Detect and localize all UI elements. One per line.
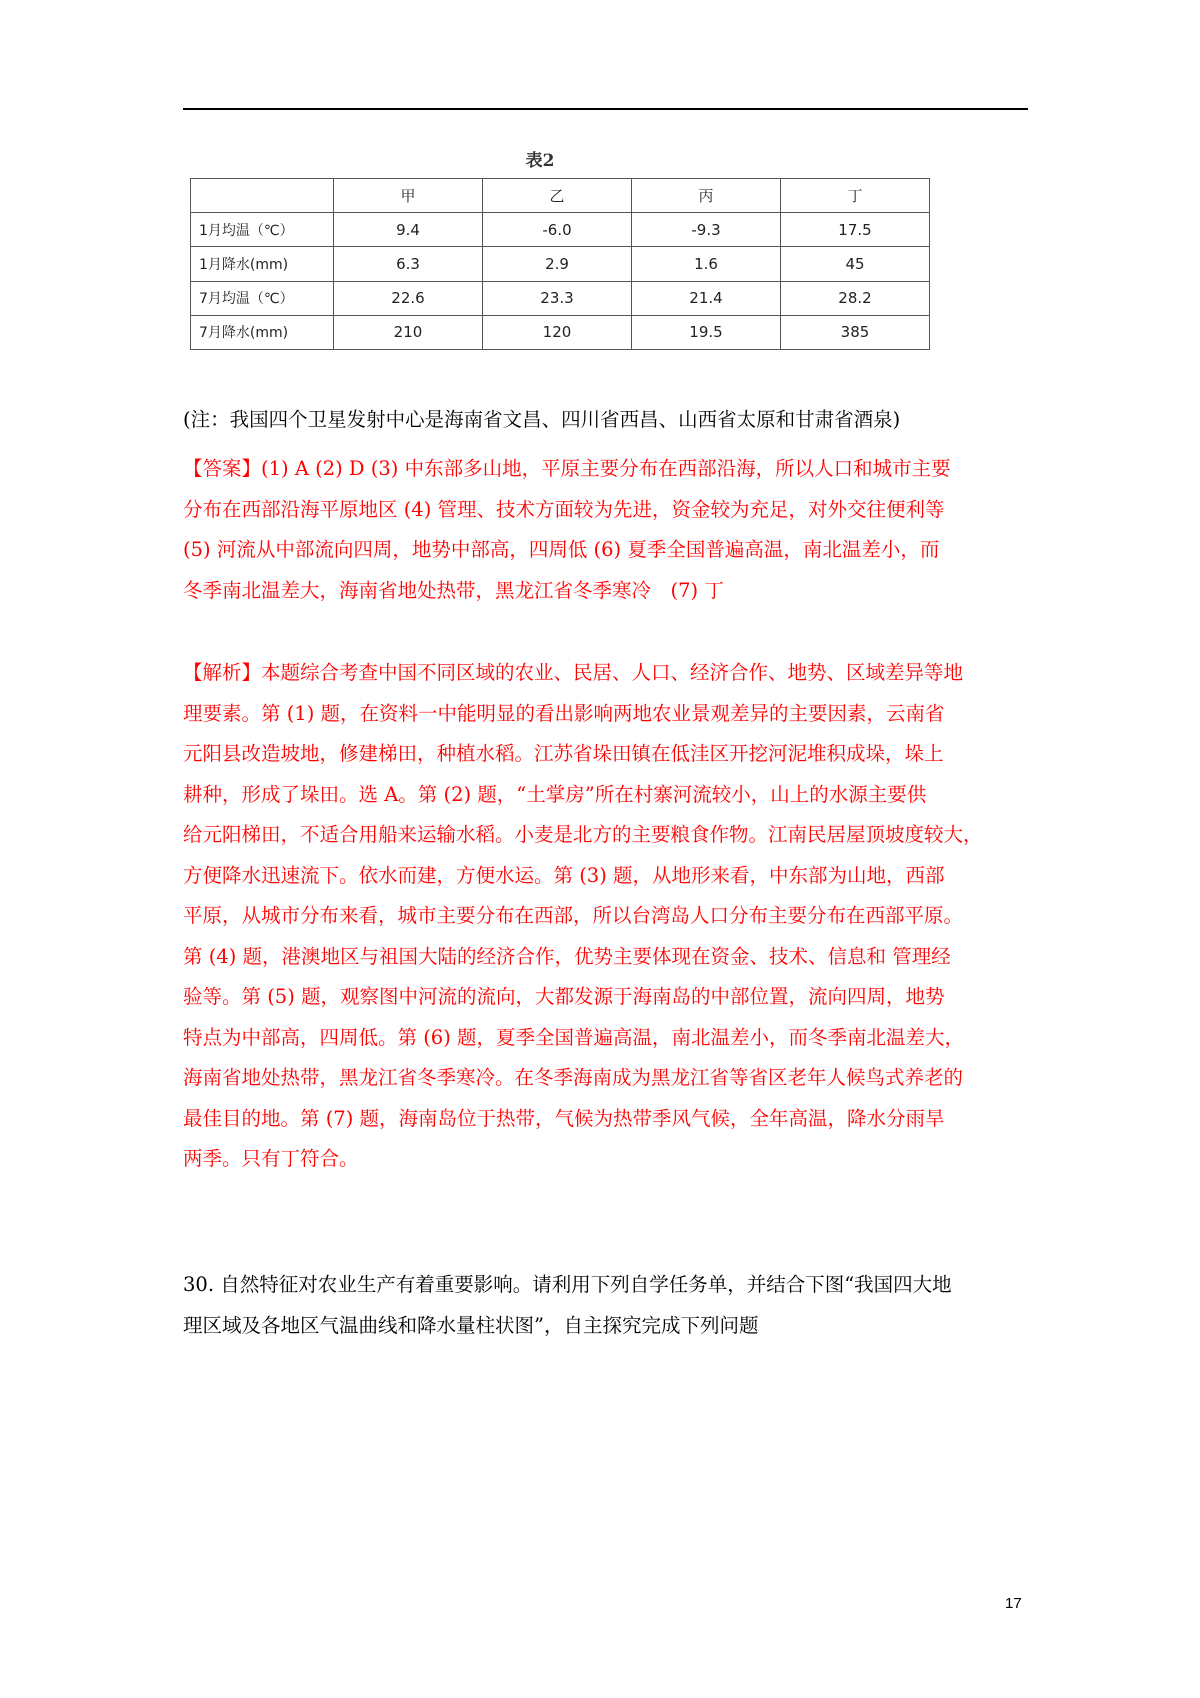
column-header: 甲 (334, 179, 483, 213)
table-note (183, 400, 1028, 441)
answer-line: (5) 河流从中部流向四周，地势中部高，四周低 (6) 夏季全国普遍高温，南北温差小，而 (183, 538, 940, 561)
table-cell: 1.6 (632, 247, 781, 281)
analysis-line: 最佳目的地。第 (7) 题，海南岛位于热带，气候为热带季风气候，全年高温，降水分雨旱 (183, 1106, 945, 1130)
table-cell: 19.5 (632, 315, 781, 349)
analysis-line: 方便降水迅速流下。依水而建，方便水运。第 (3) 题，从地形来看，中东部为山地，西部 (183, 863, 945, 887)
row-label: 1月均温（℃） (191, 213, 334, 247)
row-label: 7月降水(mm) (191, 315, 334, 349)
column-header: 丙 (632, 179, 781, 213)
column-header: 丁 (781, 179, 930, 213)
table-cell: 23.3 (483, 281, 632, 315)
header-rule (183, 108, 1028, 110)
table-header-row (191, 179, 930, 213)
table-cell: 28.2 (781, 281, 930, 315)
table-row (191, 281, 930, 315)
table-cell: 6.3 (334, 247, 483, 281)
analysis-line: 耕种，形成了垛田。选 A。第 (2) 题，“土掌房”所在村寨河流较小，山上的水源主要供 (183, 782, 927, 806)
analysis-line: 海南省地处热带，黑龙江省冬季寒冷。在冬季海南成为黑龙江省等省区老年人候鸟式养老的 (183, 1066, 964, 1089)
answer-line: 【答案】(1) A (2) D (3) 中东部多山地，平原主要分布在西部沿海，所以人口和城市主要 (183, 457, 951, 480)
analysis-line: 两季。只有丁符合。 (183, 1147, 359, 1170)
table-cell: -9.3 (632, 213, 781, 247)
table-caption: 表2 (525, 151, 555, 171)
table-corner-cell (191, 179, 334, 213)
table-cell: 45 (781, 247, 930, 281)
table-cell: 21.4 (632, 281, 781, 315)
answer-section (183, 449, 1028, 611)
analysis-line: 特点为中部高，四周低。第 (6) 题，夏季全国普遍高温，南北温差小，而冬季南北温差大， (183, 1025, 965, 1049)
note-line: (注：我国四个卫星发射中心是海南省文昌、四川省西昌、山西省太原和甘肃省酒泉) (183, 408, 901, 431)
analysis-line: 验等。第 (5) 题，观察图中河流的流向，大都发源于海南岛的中部位置，流向四周，地势 (183, 985, 945, 1008)
table-cell: 385 (781, 315, 930, 349)
analysis-line: 元阳县改造坡地，修建梯田，种植水稻。江苏省垛田镇在低洼区开挖河泥堆积成垛，垛上 (183, 742, 944, 765)
table-cell: 120 (483, 315, 632, 349)
table-cell: 22.6 (334, 281, 483, 315)
analysis-line: 平原，从城市分布来看，城市主要分布在西部，所以台湾岛人口分布主要分布在西部平原。 (183, 904, 964, 927)
table-cell: 9.4 (334, 213, 483, 247)
table-cell: -6.0 (483, 213, 632, 247)
table-row (191, 213, 930, 247)
question-line: 30. 自然特征对农业生产有着重要影响。请利用下列自学任务单，并结合下图“我国四大地 (183, 1273, 952, 1296)
analysis-line: 第 (4) 题，港澳地区与祖国大陆的经济合作，优势主要体现在资金、技术、信息和 管理经 (183, 944, 951, 968)
row-label: 7月均温（℃） (191, 281, 334, 315)
question-line: 理区域及各地区气温曲线和降水量柱状图”，自主探究完成下列问题 (183, 1313, 759, 1337)
analysis-line: 【解析】本题综合考查中国不同区域的农业、民居、人口、经济合作、地势、区域差异等地 (183, 661, 964, 684)
answer-line: 分布在西部沿海平原地区 (4) 管理、技术方面较为先进，资金较为充足，对外交往便利等 (183, 497, 945, 521)
analysis-line: 理要素。第 (1) 题，在资料一中能明显的看出影响两地农业景观差异的主要因素，云南省 (183, 701, 945, 725)
answer-line: 冬季南北温差大，海南省地处热带，黑龙江省冬季寒冷 (7) 丁 (183, 578, 724, 602)
column-header: 乙 (483, 179, 632, 213)
page-number: 17 (1005, 1595, 1022, 1612)
climate-data-table (190, 178, 930, 350)
table-row (191, 247, 930, 281)
table-cell: 2.9 (483, 247, 632, 281)
analysis-section (183, 653, 1028, 1180)
table-cell: 17.5 (781, 213, 930, 247)
analysis-line: 给元阳梯田，不适合用船来运输水稻。小麦是北方的主要粮食作物。江南民居屋顶坡度较大， (183, 823, 983, 846)
table-row (191, 315, 930, 349)
row-label: 1月降水(mm) (191, 247, 334, 281)
question-30 (183, 1265, 1028, 1346)
table-cell: 210 (334, 315, 483, 349)
